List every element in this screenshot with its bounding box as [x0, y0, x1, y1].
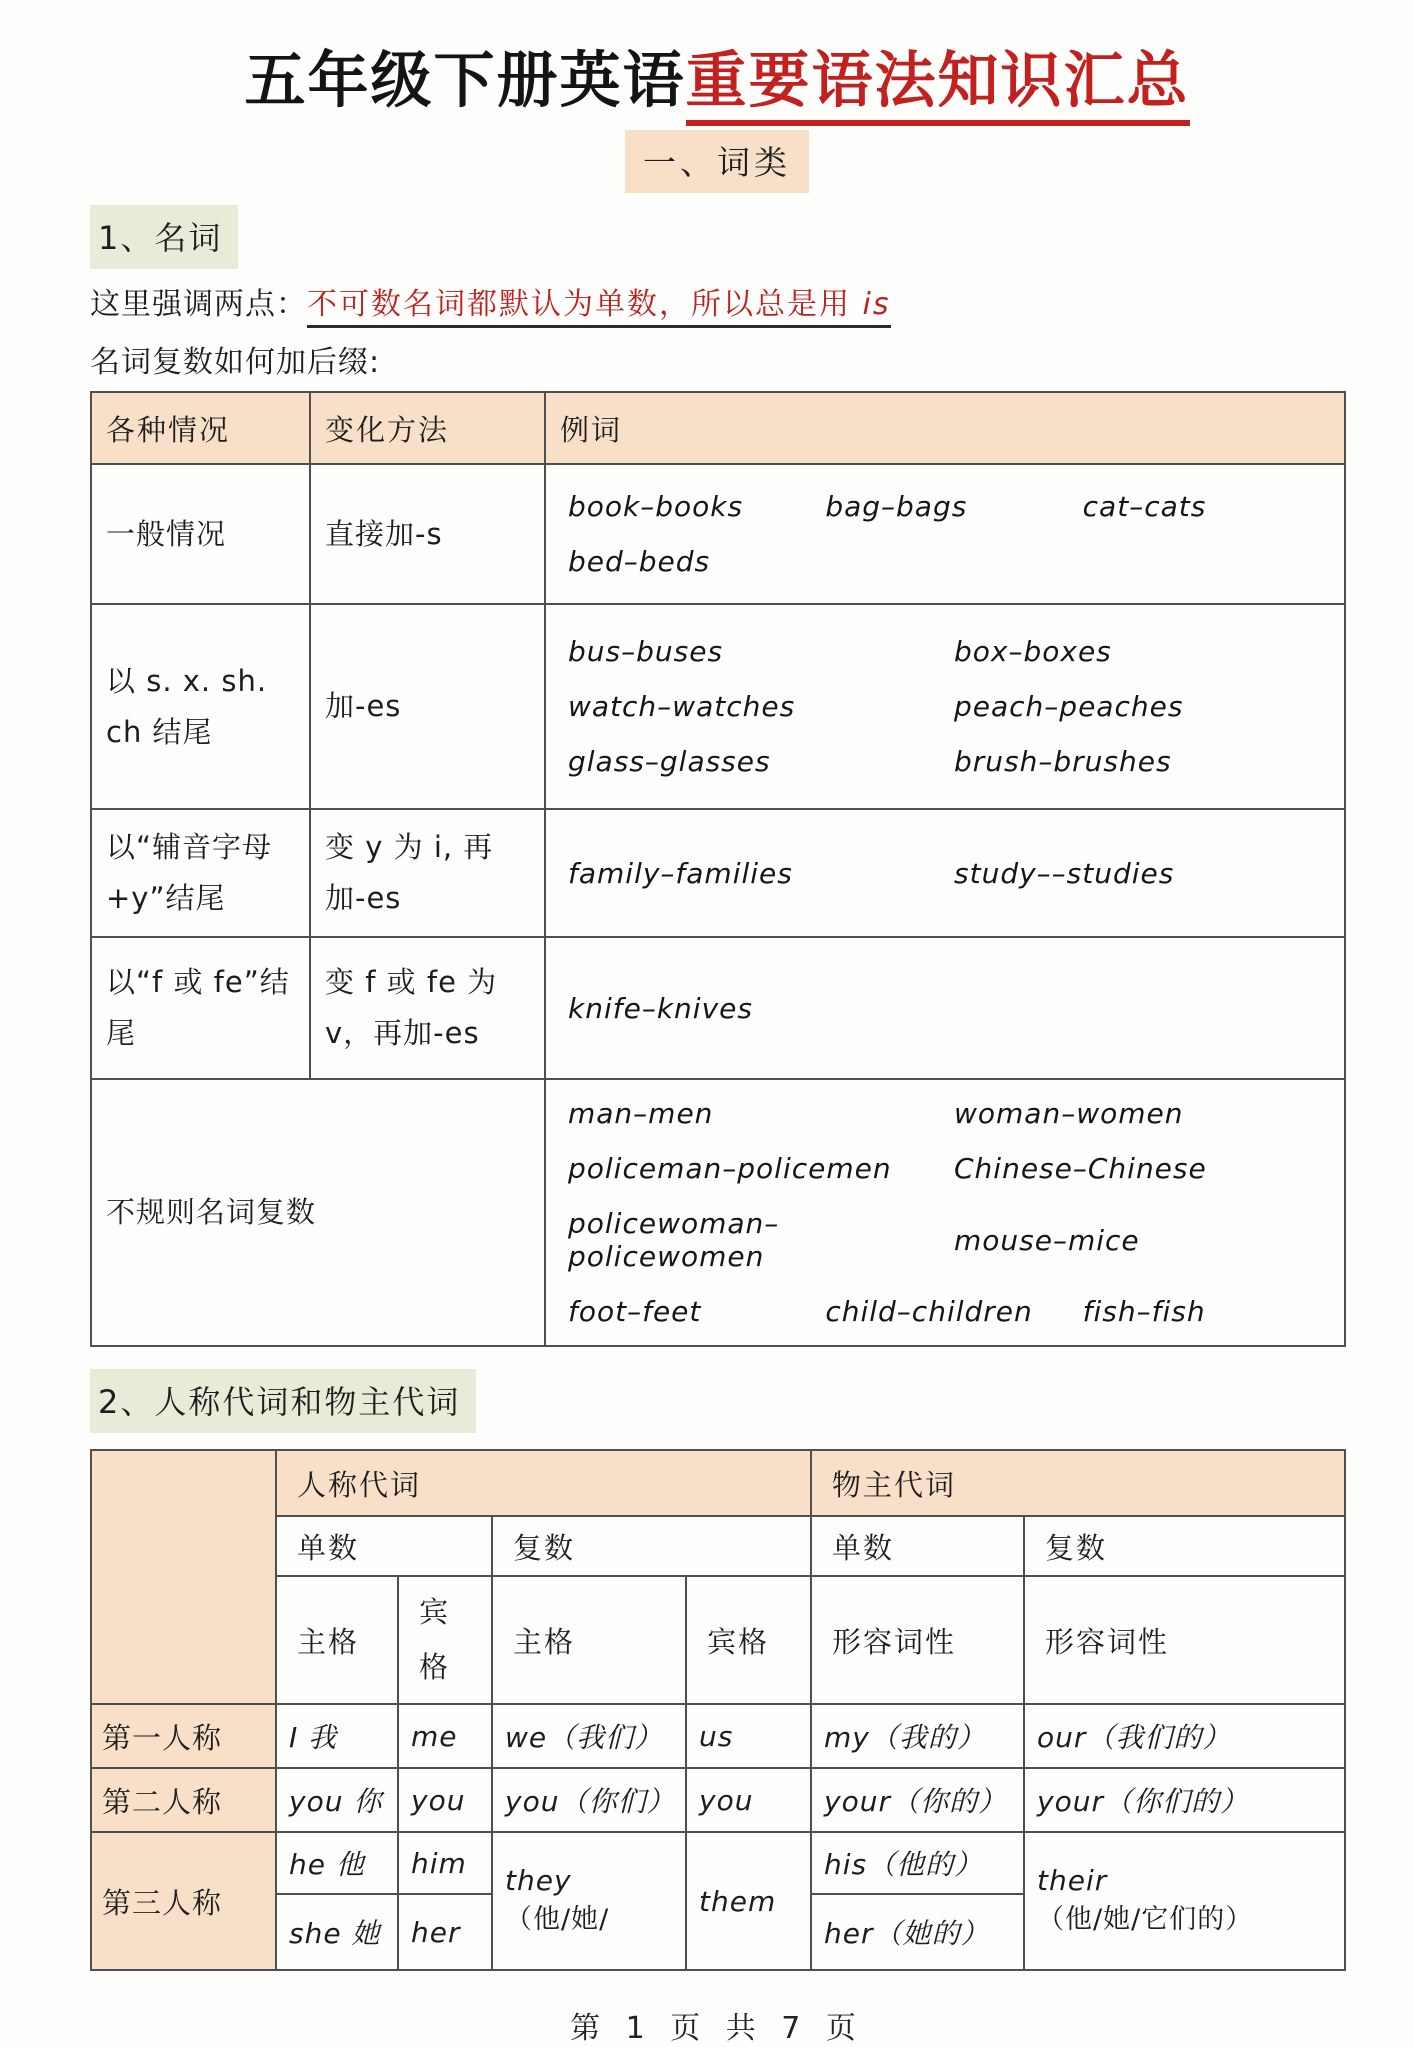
singular-objective-header: 宾格 — [398, 1576, 492, 1704]
personal-singular-header: 单数 — [276, 1516, 492, 1576]
cell-line: （他/她/它们的） — [1037, 1904, 1254, 1936]
table-cell-their — [1024, 1832, 1345, 1970]
group-personal: 人称代词 — [276, 1450, 811, 1516]
noun-table-lead: 名词复数如何加后缀: — [90, 345, 381, 381]
group-possessive: 物主代词 — [811, 1450, 1345, 1516]
row-label-third-person: 第三人称 — [91, 1832, 276, 1970]
table-cell: you（你们） — [492, 1768, 686, 1832]
table-row — [91, 1768, 1345, 1832]
example-word: Chinese–Chinese — [954, 1152, 1207, 1186]
table-row — [91, 809, 1345, 937]
table-cell: your（你的） — [811, 1768, 1024, 1832]
page-title-red-underlined: 重要语法知识汇总 — [686, 45, 1190, 126]
table-cell-they — [492, 1832, 686, 1970]
noun-plural-table — [90, 391, 1346, 1347]
example-word: policewoman–policewomen — [568, 1207, 780, 1274]
header-case: 各种情况 — [91, 392, 310, 464]
personal-plural-header: 复数 — [492, 1516, 811, 1576]
table-cell: her（她的） — [811, 1894, 1024, 1970]
table-row — [91, 1704, 1345, 1768]
section2-heading-wrap — [90, 1369, 1344, 1433]
section1-heading: 1、名词 — [90, 205, 238, 269]
case-header-row — [91, 1576, 1345, 1704]
example-line — [568, 734, 1340, 789]
example-line — [568, 1196, 1340, 1284]
possessive-singular-adjectival-header: 形容词性 — [811, 1576, 1024, 1704]
example-word: bus–buses — [568, 635, 724, 669]
number-header-row — [91, 1516, 1345, 1576]
table-cell: 一般情况 — [91, 464, 310, 604]
pronoun-table — [90, 1449, 1346, 1971]
table-row — [91, 1832, 1345, 1894]
table-cell — [545, 604, 1345, 809]
emphasis-line — [90, 279, 1344, 323]
table-cell: our（我们的） — [1024, 1704, 1345, 1768]
example-word: fish–fish — [1082, 1295, 1206, 1329]
example-word: watch–watches — [568, 690, 796, 724]
split-cell-content — [505, 1864, 675, 1936]
example-word: book–books — [568, 490, 744, 524]
example-word: policeman–policemen — [568, 1152, 892, 1186]
split-cell-content — [1037, 1864, 1334, 1936]
example-word: child–children — [825, 1295, 1033, 1329]
emphasis-label: 这里强调两点： — [90, 287, 307, 323]
noun-table-header-row — [91, 392, 1345, 464]
document-page — [90, 46, 1344, 2047]
section2-heading: 2、人称代词和物主代词 — [90, 1369, 476, 1433]
table-cell: his（他的） — [811, 1832, 1024, 1894]
example-line — [568, 534, 1340, 589]
table-cell: you — [398, 1768, 492, 1832]
table-cell: 加-es — [310, 604, 545, 809]
table-row — [91, 937, 1345, 1079]
example-line — [568, 981, 1340, 1036]
example-word: box–boxes — [954, 635, 1112, 669]
emphasis-red-text — [307, 287, 891, 328]
cell-line: （他/她/ — [505, 1904, 610, 1936]
table-cell-them: them — [686, 1832, 811, 1970]
pronoun-group-row — [91, 1450, 1345, 1516]
table-cell: he 他 — [276, 1832, 398, 1894]
table-cell: you — [686, 1768, 811, 1832]
example-word: foot–feet — [568, 1295, 702, 1329]
table-cell: your（你们的） — [1024, 1768, 1345, 1832]
header-method: 变化方法 — [310, 392, 545, 464]
possessive-plural-header: 复数 — [1024, 1516, 1345, 1576]
example-line — [568, 846, 1340, 901]
example-word: bag–bags — [825, 490, 968, 524]
table-cell — [545, 464, 1345, 604]
example-word: mouse–mice — [954, 1223, 1140, 1257]
table-cell — [545, 809, 1345, 937]
example-word: knife–knives — [568, 991, 753, 1025]
table-cell: 以 s. x. sh. ch 结尾 — [91, 604, 310, 809]
example-word: man–men — [568, 1097, 714, 1131]
example-word: brush–brushes — [954, 745, 1172, 779]
page-title — [90, 46, 1344, 116]
table-cell: I 我 — [276, 1704, 398, 1768]
table-cell: my（我的） — [811, 1704, 1024, 1768]
page-number-footer: 第 1 页 共 7 页 — [570, 2011, 864, 2047]
example-word: woman–women — [954, 1097, 1184, 1131]
example-line — [568, 1284, 1340, 1339]
cell-line: they — [505, 1864, 572, 1898]
singular-subjective-header: 主格 — [276, 1576, 398, 1704]
table-cell: 不规则名词复数 — [91, 1079, 545, 1346]
section-header-wrap — [90, 130, 1344, 193]
example-line — [568, 1086, 1340, 1141]
table-cell — [545, 937, 1345, 1079]
emphasis-red-cn: 不可数名词都默认为单数，所以总是用 — [307, 287, 863, 323]
table-cell: her — [398, 1894, 492, 1970]
example-word: peach–peaches — [954, 690, 1184, 724]
table-row — [91, 464, 1345, 604]
example-line — [568, 1141, 1340, 1196]
emphasis-red-latin: is — [862, 287, 891, 323]
row-label-second-person: 第二人称 — [91, 1768, 276, 1832]
table-cell: 直接加-s — [310, 464, 545, 604]
example-line — [568, 479, 1340, 534]
plural-subjective-header: 主格 — [492, 1576, 686, 1704]
example-line — [568, 679, 1340, 734]
table-cell: him — [398, 1832, 492, 1894]
table-cell: us — [686, 1704, 811, 1768]
example-word: family–families — [568, 856, 793, 890]
table-cell: you 你 — [276, 1768, 398, 1832]
table-cell — [545, 1079, 1345, 1346]
table-cell: 以“f 或 fe”结尾 — [91, 937, 310, 1079]
example-word: glass–glasses — [568, 745, 771, 779]
header-examples: 例词 — [545, 392, 1345, 464]
section-header: 一、词类 — [625, 130, 809, 193]
table-cell: me — [398, 1704, 492, 1768]
cell-line: their — [1037, 1864, 1108, 1898]
possessive-singular-header: 单数 — [811, 1516, 1024, 1576]
page-title-black: 五年级下册英语 — [244, 45, 686, 116]
table-cell: 以“辅音字母+y”结尾 — [91, 809, 310, 937]
table-row — [91, 604, 1345, 809]
example-line — [568, 624, 1340, 679]
example-word: bed–beds — [568, 545, 711, 579]
example-word: cat–cats — [1082, 490, 1207, 524]
blank-corner-cell — [91, 1450, 276, 1704]
table-cell: she 她 — [276, 1894, 398, 1970]
table-cell: we（我们） — [492, 1704, 686, 1768]
possessive-plural-adjectival-header: 形容词性 — [1024, 1576, 1345, 1704]
table-cell: 变 f 或 fe 为 v，再加-es — [310, 937, 545, 1079]
section1-heading-wrap — [90, 205, 1344, 269]
table-cell: 变 y 为 i, 再加-es — [310, 809, 545, 937]
table-row — [91, 1079, 1345, 1346]
row-label-first-person: 第一人称 — [91, 1704, 276, 1768]
example-word: study––studies — [954, 856, 1175, 890]
plural-objective-header: 宾格 — [686, 1576, 811, 1704]
